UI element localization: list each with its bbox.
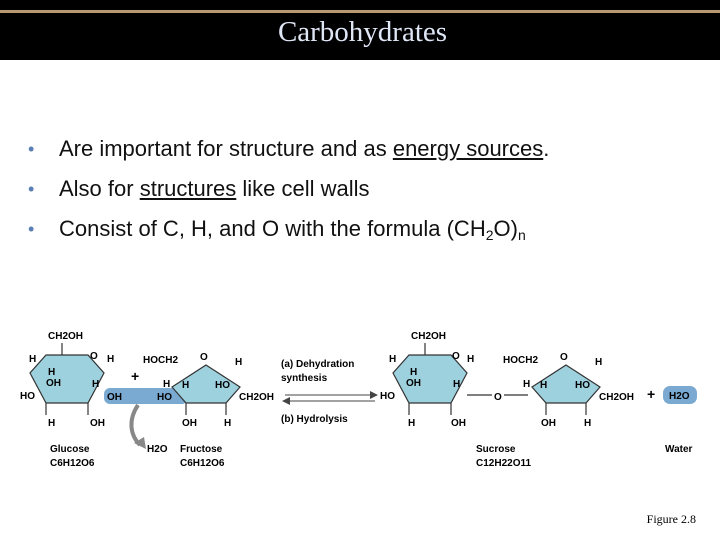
sucrose-formula: C12H22O11 [476, 458, 532, 469]
fructose-name: Fructose [180, 444, 223, 455]
fructose-h: H [224, 418, 232, 429]
bullet-text: Are important for structure and as [59, 136, 393, 161]
fructose-ho: HO [157, 392, 172, 403]
sucrose-h: H [410, 367, 418, 378]
sucrose-hoch2: HOCH2 [503, 355, 539, 366]
sucrose-h: H [523, 379, 531, 390]
title-stripe [0, 10, 720, 13]
sucrose-name: Sucrose [476, 444, 516, 455]
bullet-text: . [543, 136, 550, 161]
glucose-oh: OH [90, 418, 105, 429]
subscript: n [517, 227, 526, 243]
bullet-item [28, 212, 708, 252]
fructose-h: H [235, 357, 243, 368]
sucrose-h: H [389, 354, 397, 365]
glucose-formula: C6H12O6 [50, 458, 95, 469]
fructose-formula: C6H12O6 [180, 458, 225, 469]
sucrose-ch2oh: CH2OH [599, 392, 635, 403]
glucose-molecule [20, 331, 114, 429]
fructose-ch2oh: CH2OH [239, 392, 275, 403]
bullet-dot-icon: • [28, 139, 35, 159]
glucose-h: H [29, 354, 37, 365]
sucrose-h: H [584, 418, 592, 429]
fructose-o: O [200, 352, 208, 363]
sucrose-o: O [452, 351, 460, 362]
figure-caption: Figure 2.8 [646, 512, 696, 526]
forward-arrowhead-icon [370, 391, 378, 399]
sucrose-h: H [408, 418, 416, 429]
bullet-item [28, 132, 708, 172]
dehydration-label: (a) Dehydration [281, 359, 355, 370]
sucrose-h: H [540, 380, 548, 391]
glucose-h: H [107, 354, 115, 365]
removal-arrow-icon [131, 405, 140, 445]
bullet-dot-icon: • [28, 179, 35, 199]
fructose-h: H [163, 379, 171, 390]
sucrose-h: H [453, 379, 461, 390]
water-product-label: H2O [669, 391, 690, 402]
fructose-hoch2: HOCH2 [143, 355, 179, 366]
sucrose-ho: HO [380, 391, 395, 402]
sucrose-ho: HO [575, 380, 590, 391]
dehydration-label-2: synthesis [281, 373, 328, 384]
glucose-o: O [90, 351, 98, 362]
removed-water-label: H2O [147, 444, 168, 455]
glucose-h: H [48, 367, 56, 378]
glucose-h: H [92, 379, 100, 390]
plus-sign: + [647, 386, 656, 402]
bullet-text: like cell walls [236, 176, 370, 201]
glucose-name: Glucose [50, 444, 90, 455]
hydrolysis-label: (b) Hydrolysis [281, 414, 348, 425]
glucose-ch2oh: CH2OH [48, 331, 84, 342]
reverse-arrowhead-icon [282, 397, 290, 405]
bullet-underlined-text: energy sources [392, 136, 544, 161]
slide-title: Carbohydrates [277, 16, 448, 48]
bullet-item [28, 172, 708, 212]
glucose-oh: OH [107, 392, 122, 403]
sucrose-h: H [595, 357, 603, 368]
bullet-dot-icon: • [28, 219, 35, 239]
glucose-h: H [48, 418, 56, 429]
plus-sign: + [131, 368, 140, 384]
bullet-text: O) [493, 216, 518, 241]
water-name: Water [665, 444, 693, 455]
subscript: 2 [485, 227, 494, 243]
sucrose-ch2oh: CH2OH [411, 331, 447, 342]
bullet-text: Also for [59, 176, 140, 201]
bullet-underlined-text: structures [139, 176, 237, 201]
sucrose-oh: OH [541, 418, 556, 429]
sucrose-glucose-part [380, 331, 474, 429]
sucrose-oh: OH [451, 418, 466, 429]
sucrose-reaction-diagram [0, 315, 720, 485]
glucose-ho: HO [20, 391, 35, 402]
title-bar [0, 0, 720, 60]
bullet-text: Consist of C, H, and O with the formula (CH [59, 216, 486, 241]
fructose-oh: OH [182, 418, 197, 429]
sucrose-fructose-part [503, 352, 634, 429]
sucrose-o: O [560, 352, 568, 363]
sucrose-oh: OH [406, 378, 421, 389]
bullet-list [28, 132, 708, 252]
fructose-ho: HO [215, 380, 230, 391]
glucose-oh: OH [46, 378, 61, 389]
bridge-oxygen: O [494, 392, 502, 403]
fructose-h: H [182, 380, 190, 391]
sucrose-h: H [467, 354, 475, 365]
